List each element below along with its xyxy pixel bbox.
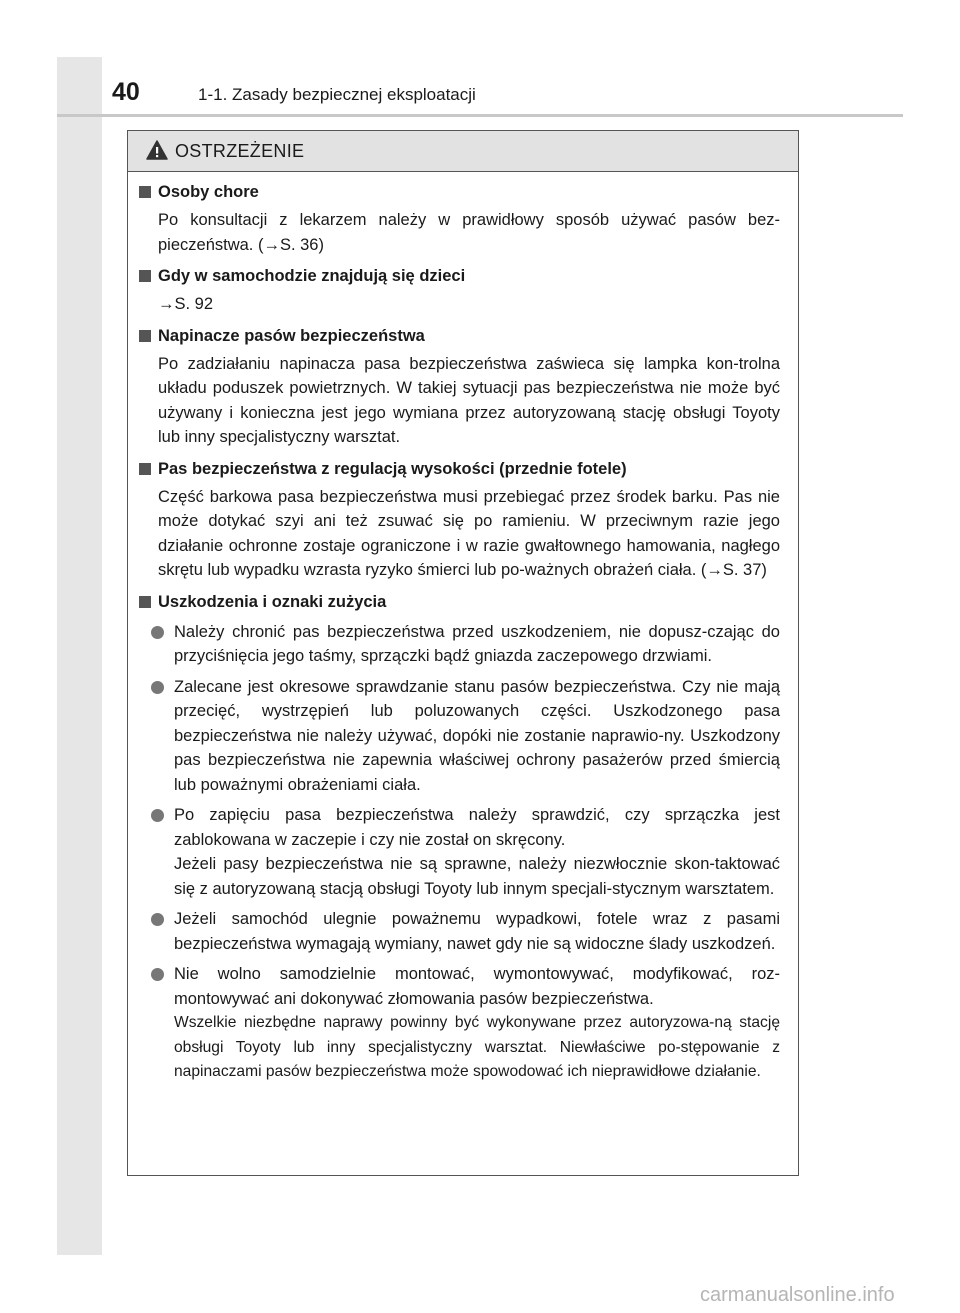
round-bullet-icon — [151, 681, 164, 694]
warning-body — [128, 172, 798, 1085]
warning-box — [127, 130, 799, 1176]
square-bullet-icon — [139, 596, 151, 608]
section-heading-text: Uszkodzenia i oznaki zużycia — [158, 592, 387, 611]
warning-header — [128, 131, 798, 172]
list-item-text — [174, 907, 780, 956]
section-heading — [137, 457, 780, 481]
section-text: Po konsultacji z lekarzem należy w prawidłowy sposób używać pasów bez-pieczeństwa. (→S. 36) — [158, 211, 780, 254]
section-title: 1-1. Zasady bezpiecznej eksploatacji — [198, 85, 476, 104]
page-number: 40 — [112, 78, 140, 106]
warning-triangle-icon — [146, 140, 168, 160]
section-damage — [137, 590, 780, 1085]
round-bullet-icon — [151, 626, 164, 639]
section-heading-text: Gdy w samochodzie znajdują się dzieci — [158, 267, 466, 285]
list-item — [137, 907, 780, 956]
section-heading — [137, 264, 780, 288]
section-heading — [137, 324, 780, 348]
square-bullet-icon — [139, 463, 151, 475]
bullet-text-extra: Jeżeli pasy bezpieczeństwa nie są sprawne, należy niezwłocznie skon-taktować się z autoryzowaną stacją obsługi Toyoty lub innym specjali-stycznym warsztatem. — [174, 855, 780, 898]
list-item — [137, 620, 780, 669]
bullet-text: Zalecane jest okresowe sprawdzanie stanu pasów bezpieczeństwa. Czy nie mają przecięć, wystrzępień lub poluzowanych części. Uszkodzonego pasa bezpieczeństwa nie należy używać, dopóki nie zostanie naprawio-ny. Uszkodzony pas bezpieczeństwa nie zapewnia właściwej ochrony pasażerów przed śmiercią lub poważnymi obrażeniami ciała. — [174, 677, 780, 794]
round-bullet-icon — [151, 913, 164, 926]
list-item-text — [174, 803, 780, 901]
section-sick-persons — [137, 180, 780, 257]
section-heading — [137, 180, 780, 204]
side-tab-strip — [57, 57, 102, 1255]
section-text: Część barkowa pasa bezpieczeństwa musi przebiegać przez środek barku. Pas nie może dotykać szyi ani też zsuwać się po ramieniu. W przeciwnym razie jego działanie ochronne zostaje ograniczone i w razie gwałtownego hamowania, nagłego skrętu lub wypadku wzrasta ryzyko śmierci lub po-ważnych obrażeń ciała. (→S. 37) — [158, 487, 780, 579]
list-item — [137, 962, 780, 1085]
section-pretensioners — [137, 324, 780, 450]
list-item-text — [174, 675, 780, 798]
bullet-list — [137, 620, 780, 1085]
watermark: carmanualsonline.info — [700, 1284, 895, 1306]
list-item — [137, 803, 780, 901]
list-item-text — [174, 962, 780, 1085]
list-item-text — [174, 620, 780, 669]
section-text: →S. 92 — [158, 295, 214, 313]
bullet-text-extra: Wszelkie niezbędne naprawy powinny być wykonywane przez autoryzowa-ną stację obsługi Toyoty lub inny specjalistyczny warsztat. Niewłaściwe po-stępowanie z napinaczami pasów bezpieczeństwa może spowodować ich nieprawidłowe działanie. — [174, 1014, 780, 1080]
bullet-text: Należy chronić pas bezpieczeństwa przed uszkodzeniem, nie dopusz-czając do przyciśnięcia jego taśmy, sprzączki bądź gniazda zaczepowego drzwiami. — [174, 622, 780, 665]
section-height-adjust — [137, 457, 780, 583]
header-divider — [57, 114, 903, 117]
section-text: Po zadziałaniu napinacza pasa bezpieczeństwa zaświeca się lampka kon-trolna układu poduszek powietrznych. W takiej sytuacji pas bezpieczeństwa nie może być używany i konieczna jest jego wymiana przez autoryzowaną stację obsługi Toyoty lub inny specjalistyczny warsztat. — [158, 354, 780, 446]
section-children — [137, 264, 780, 317]
section-heading — [137, 590, 780, 614]
bullet-text: Nie wolno samodzielnie montować, wymontowywać, modyfikować, roz-montowywać ani dokonywać złomowania pasów bezpieczeństwa. — [174, 965, 780, 1008]
bullet-text: Po zapięciu pasa bezpieczeństwa należy sprawdzić, czy sprzączka jest zablokowana w zaczepie i czy nie został on skręcony. — [174, 806, 780, 849]
square-bullet-icon — [139, 270, 151, 282]
section-heading-text: Napinacze pasów bezpieczeństwa — [158, 326, 425, 345]
square-bullet-icon — [139, 186, 151, 198]
bullet-text: Jeżeli samochód ulegnie poważnemu wypadkowi, fotele wraz z pasami bezpieczeństwa wymagają wymiany, nawet gdy nie są widoczne ślady uszkodzeń. — [174, 910, 780, 953]
round-bullet-icon — [151, 809, 164, 822]
list-item — [137, 675, 780, 798]
warning-title: OSTRZEŻENIE — [175, 141, 305, 161]
square-bullet-icon — [139, 330, 151, 342]
section-heading-text: Osoby chore — [158, 183, 259, 201]
round-bullet-icon — [151, 968, 164, 981]
section-heading-text: Pas bezpieczeństwa z regulacją wysokości (przednie fotele) — [158, 459, 627, 478]
